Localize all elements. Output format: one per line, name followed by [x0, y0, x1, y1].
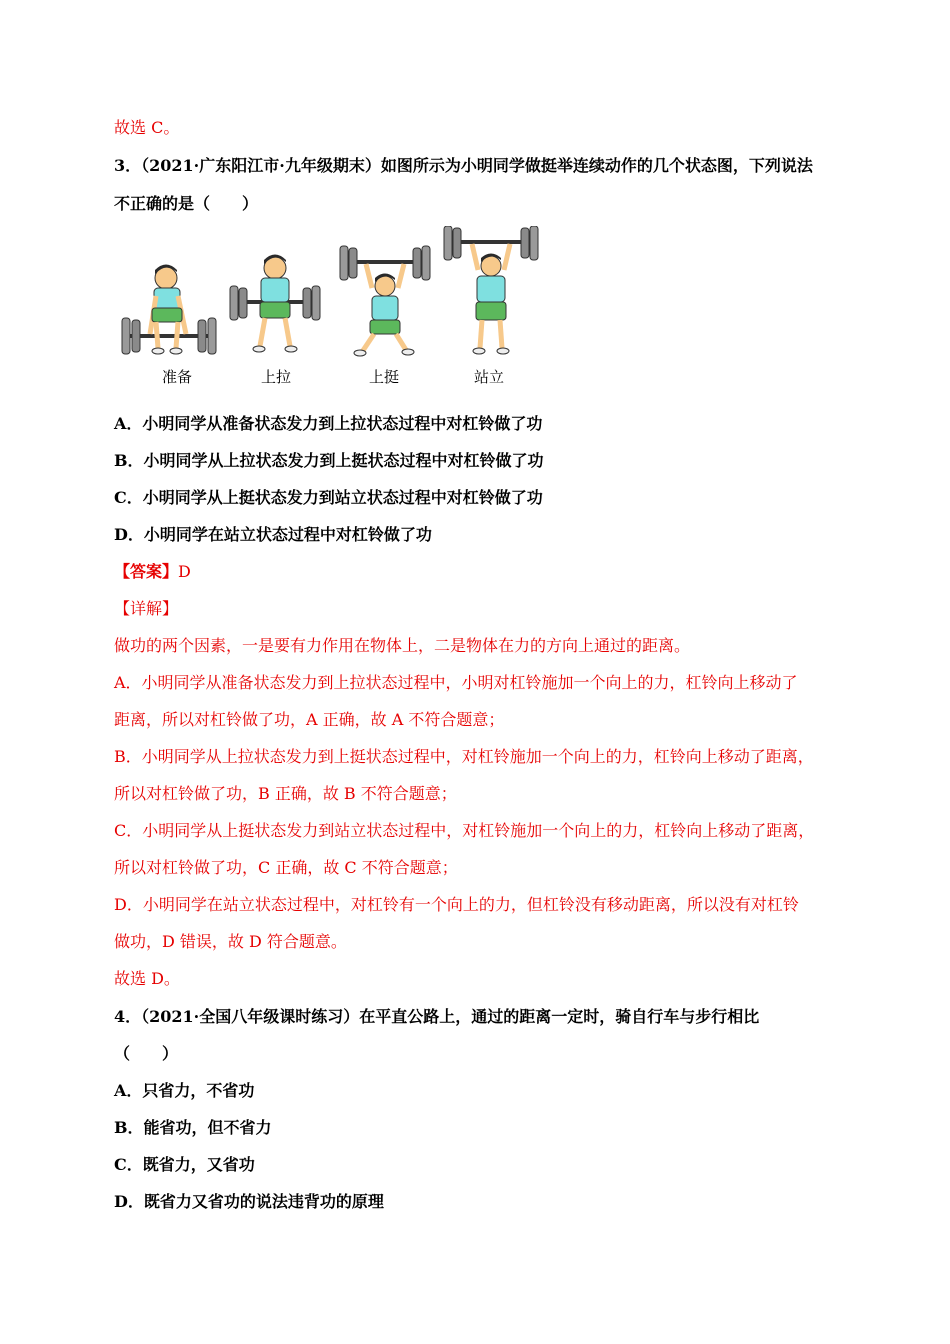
explanation-line: 做功的两个因素，一是要有力作用在物体上，二是物体在力的方向上通过的距离。: [114, 636, 691, 655]
question-source-and-text: （2021·广东阳江市·九年级期末）如图所示为小明同学做挺举连续动作的几个状态图，下列说法: [141, 156, 813, 175]
explanation-line: A．小明同学从准备状态发力到上拉状态过程中，小明对杠铃施加一个向上的力，杠铃向上移动了: [114, 673, 798, 692]
explanation-line: D．小明同学在站立状态过程中，对杠铃有一个向上的力，但杠铃没有移动距离，所以没有对杠铃: [114, 895, 799, 914]
lifter-standing-state: [444, 226, 538, 354]
figure-label-pull: 上拉: [261, 368, 292, 386]
explanation-line: 所以对杠铃做了功，C 正确，故 C 不符合题意；: [114, 858, 458, 877]
explanation-line: C．小明同学从上挺状态发力到站立状态过程中，对杠铃施加一个向上的力，杠铃向上移动了距离，: [114, 821, 815, 840]
question-3-stem-continued: 不正确的是（ ）: [114, 194, 259, 213]
explanation-line: 做功，D 错误，故 D 符合题意。: [114, 932, 347, 951]
detail-tag: 【详解】: [114, 599, 179, 618]
question-4-stem-continued: （ ）: [114, 1044, 179, 1063]
explanation-line: 所以对杠铃做了功，B 正确，故 B 不符合题意；: [114, 784, 457, 803]
question-3-option-d: D．小明同学在站立状态过程中对杠铃做了功: [114, 525, 432, 544]
explanation-line: 距离，所以对杠铃做了功，A 正确，故 A 不符合题意；: [114, 710, 505, 729]
question-4-option-c: C．既省力，又省功: [114, 1155, 255, 1174]
question-3-option-c: C．小明同学从上挺状态发力到站立状态过程中对杠铃做了功: [114, 488, 543, 507]
explanation-line: B．小明同学从上拉状态发力到上挺状态过程中，对杠铃施加一个向上的力，杠铃向上移动了距离，: [114, 747, 814, 766]
answer-line: [114, 562, 191, 582]
question-3-option-b: B．小明同学从上拉状态发力到上挺状态过程中对杠铃做了功: [114, 451, 544, 470]
lifter-jerk-state: [340, 246, 430, 356]
question-number: 3．: [114, 156, 142, 175]
question-3-option-a: A．小明同学从准备状态发力到上拉状态过程中对杠铃做了功: [114, 414, 543, 433]
answer-tag: 【答案】: [114, 562, 179, 581]
question-number: 4．: [114, 1007, 142, 1026]
previous-answer-conclusion: 故选 C。: [114, 118, 180, 137]
question-4-option-a: A．只省力，不省功: [114, 1081, 255, 1100]
lifter-pull-state: [230, 255, 320, 353]
question-3-stem: [114, 156, 813, 176]
question-4-option-d: D．既省力又省功的说法违背功的原理: [114, 1192, 384, 1211]
figure-label-ready: 准备: [162, 368, 193, 386]
answer-value: D: [178, 562, 191, 581]
question-4-option-b: B．能省功，但不省力: [114, 1118, 272, 1137]
question-source-and-text: （2021·全国八年级课时练习）在平直公路上，通过的距离一定时，骑自行车与步行相比: [141, 1007, 760, 1026]
figure-label-standing: 站立: [474, 368, 505, 386]
explanation-conclusion: 故选 D。: [114, 969, 180, 988]
figure-label-jerk: 上挺: [369, 368, 400, 386]
lifter-ready-state: [122, 265, 216, 355]
question-4-stem: [114, 1007, 759, 1027]
